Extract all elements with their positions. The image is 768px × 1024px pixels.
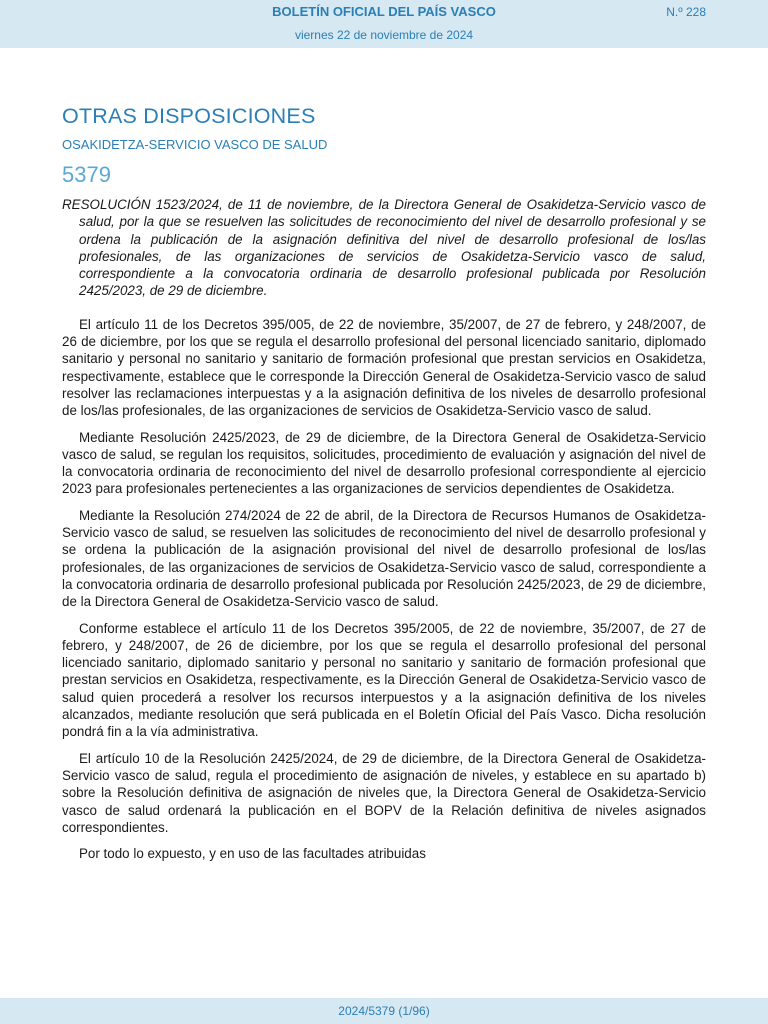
paragraph-5: El artículo 10 de la Resolución 2425/2024, de 29 de diciembre, de la Directora General de Osakidetza-Servicio vasco de salud, regula el procedimiento de asignación de niveles, y establece en su apartado b) sobre la Resolución definitiva de asignación de niveles que, la Directora General de Osakidetza-Servicio vasco de salud ordenará la publicación en el BOPV de la Relación definitiva de niveles asignados correspondientes. (62, 750, 706, 835)
paragraph-6: Por todo lo expuesto, y en uso de las facultades atribuidas (79, 846, 426, 862)
resolution-heading: RESOLUCIÓN 1523/2024, de 11 de noviembre, de la Directora General de Osakidetza-Servicio vasco de salud, por la que se resuelven las solicitudes de reconocimiento del nivel de desarrollo profesional y se ordena la publicación de la asignación definitiva del nivel de desarrollo profesional de los/las profesionales, de las organizaciones de servicios de Osakidetza-Servicio vasco de salud, correspondiente a la convocatoria ordinaria de desarrollo profesional publicada por Resolución 2425/2023, de 29 de diciembre. (62, 197, 706, 299)
page-reference: 2024/5379 (1/96) (338, 1004, 430, 1018)
paragraph-1: El artículo 11 de los Decretos 395/005, de 22 de noviembre, 35/2007, de 27 de febrero, y 248/2007, de 26 de diciembre, por los que se regula el desarrollo profesional del personal licenciado sanitario, diplomado sanitario y personal no sanitario y sanitario de formación profesional que prestan servicios en Osakidetza, respectivamente, establece que le corresponde la Dirección General de Osakidetza-Servicio vasco de salud resolver las reclamaciones interpuestas y a la asignación definitiva de los niveles de desarrollo profesional de los/las profesionales, de las organizaciones de servicios de Osakidetza-Servicio vasco de salud. (62, 316, 706, 419)
page-footer (0, 998, 768, 1024)
document-number: 5379 (62, 162, 111, 187)
bulletin-number: N.º 228 (666, 5, 706, 19)
page-header (0, 0, 768, 48)
bulletin-title: BOLETÍN OFICIAL DEL PAÍS VASCO (272, 4, 496, 19)
document-body (62, 196, 706, 871)
section-title: OTRAS DISPOSICIONES (62, 104, 316, 128)
paragraph-3: Mediante la Resolución 274/2024 de 22 de abril, de la Directora de Recursos Humanos de Osakidetza-Servicio vasco de salud, se resuelven las solicitudes de reconocimiento del nivel de desarrollo profesional y se ordena la publicación de la asignación provisional del nivel de desarrollo profesional de los/las profesionales, de las organizaciones de servicios de Osakidetza-Servicio vasco de salud, correspondiente a la convocatoria ordinaria de desarrollo profesional publicada por Resolución 2425/2023, de 29 de diciembre, de la Directora General de Osakidetza-Servicio vasco de salud. (62, 507, 706, 610)
bulletin-date: viernes 22 de noviembre de 2024 (294, 28, 474, 42)
paragraph-4: Conforme establece el artículo 11 de los Decretos 395/2005, de 22 de noviembre, 35/2007, de 27 de febrero, y 248/2007, de 26 de diciembre, por los que se regula el desarrollo profesional del personal licenciado sanitario, diplomado sanitario y personal no sanitario y sanitario de formación profesional que prestan servicios en Osakidetza, respectivamente, es la Dirección General de Osakidetza-Servicio vasco de salud quien procederá a resolver los recursos interpuestos y a la asignación definitiva de los niveles alcanzados, mediante resolución que será publicada en el Boletín Oficial del País Vasco. Dicha resolución pondrá fin a la vía administrativa. (62, 620, 706, 740)
paragraph-2: Mediante Resolución 2425/2023, de 29 de diciembre, de la Directora General de Osakidetza-Servicio vasco de salud, se regulan los requisitos, solicitudes, procedimiento de evaluación y asignación del nivel de la convocatoria ordinaria de reconocimiento del nivel de desarrollo profesional correspondiente al ejercicio 2023 para profesionales pertenecientes a las organizaciones de servicios dependientes de Osakidetza. (62, 429, 706, 497)
section-subtitle: OSAKIDETZA-SERVICIO VASCO DE SALUD (62, 137, 328, 152)
